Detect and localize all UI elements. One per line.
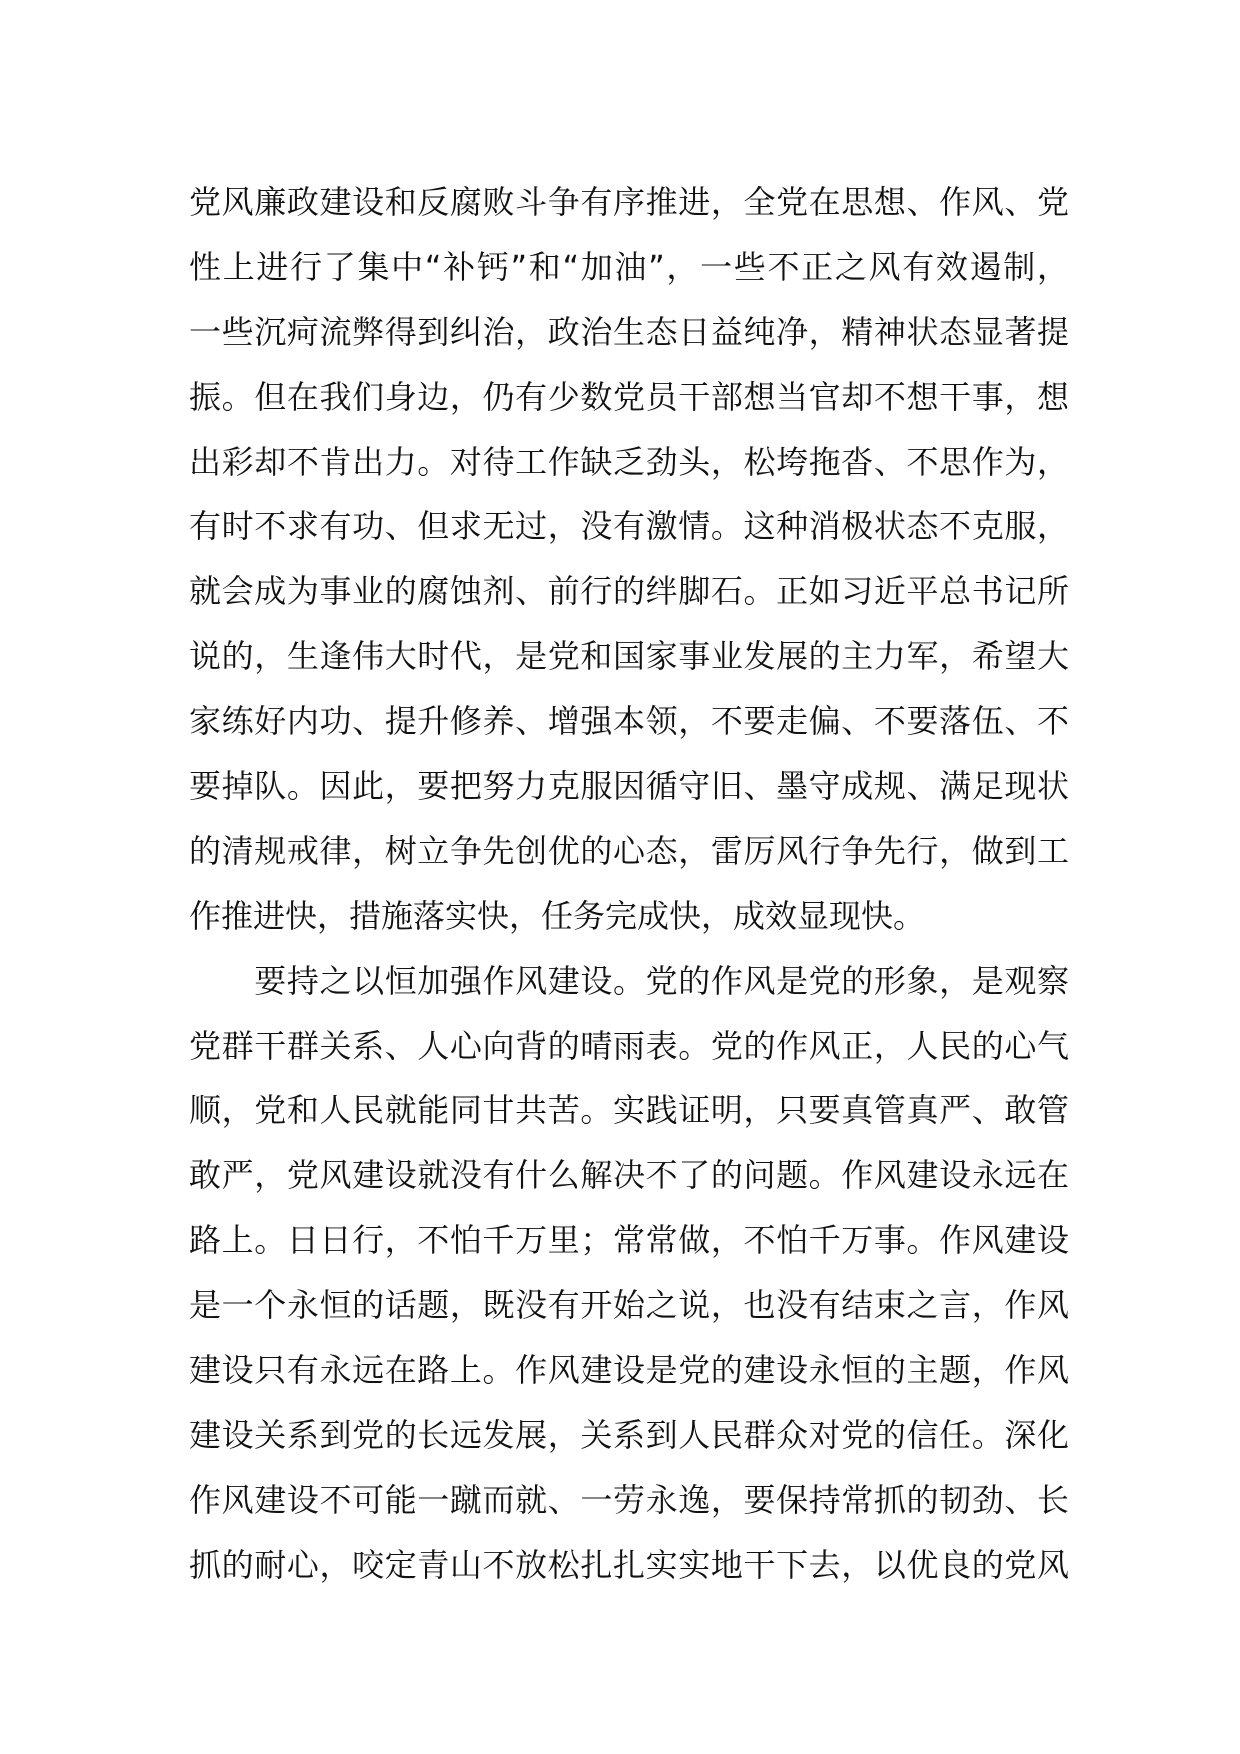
text-line: 党风廉政建设和反腐败斗争有序推进，全党在思想、作风、党 bbox=[189, 183, 1069, 221]
text-line: 的清规戒律，树立争先创优的心态，雷厉风行争先行，做到工 bbox=[189, 831, 1069, 870]
text-line: 建设只有永远在路上。作风建设是党的建设永恒的主题，作风 bbox=[189, 1351, 1069, 1390]
text-line: 要持之以恒加强作风建设。党的作风是党的形象，是观察 bbox=[189, 961, 1069, 1000]
text-line: 就会成为事业的腐蚀剂、前行的绊脚石。正如习近平总书记所 bbox=[189, 572, 1069, 611]
text-line: 家练好内功、提升修养、增强本领，不要走偏、不要落伍、不 bbox=[189, 702, 1069, 741]
text-line: 顺，党和人民就能同甘共苦。实践证明，只要真管真严、敢管 bbox=[189, 1091, 1069, 1130]
text-line: 一些沉疴流弊得到纠治，政治生态日益纯净，精神状态显著提 bbox=[189, 312, 1069, 351]
text-line: 作风建设不可能一蹴而就、一劳永逸，要保持常抓的韧劲、长 bbox=[189, 1480, 1069, 1519]
text-line: 党群干群关系、人心向背的晴雨表。党的作风正，人民的心气 bbox=[189, 1026, 1069, 1065]
text-line: 建设关系到党的长远发展，关系到人民群众对党的信任。深化 bbox=[189, 1415, 1069, 1454]
body-text bbox=[189, 170, 1069, 1598]
text-line: 振。但在我们身边，仍有少数党员干部想当官却不想干事，想 bbox=[189, 377, 1069, 416]
text-line: 性上进行了集中“补钙”和“加油”，一些不正之风有效遏制， bbox=[189, 247, 1069, 286]
text-line: 说的，生逢伟大时代，是党和国家事业发展的主力军，希望大 bbox=[189, 637, 1069, 676]
text-line: 路上。日日行，不怕千万里；常常做，不怕千万事。作风建设 bbox=[189, 1221, 1069, 1260]
text-line: 抓的耐心，咬定青山不放松扎扎实实地干下去，以优良的党风 bbox=[189, 1545, 1069, 1584]
text-line: 出彩却不肯出力。对待工作缺乏劲头，松垮拖沓、不思作为， bbox=[189, 442, 1069, 481]
text-line: 有时不求有功、但求无过，没有激情。这种消极状态不克服， bbox=[189, 507, 1069, 546]
text-line: 作推进快，措施落实快，任务完成快，成效显现快。 bbox=[189, 896, 926, 935]
text-line: 是一个永恒的话题，既没有开始之说，也没有结束之言，作风 bbox=[189, 1286, 1069, 1325]
text-line: 敢严，党风建设就没有什么解决不了的问题。作风建设永远在 bbox=[189, 1156, 1069, 1195]
text-line: 要掉队。因此，要把努力克服因循守旧、墨守成规、满足现状 bbox=[189, 767, 1069, 806]
